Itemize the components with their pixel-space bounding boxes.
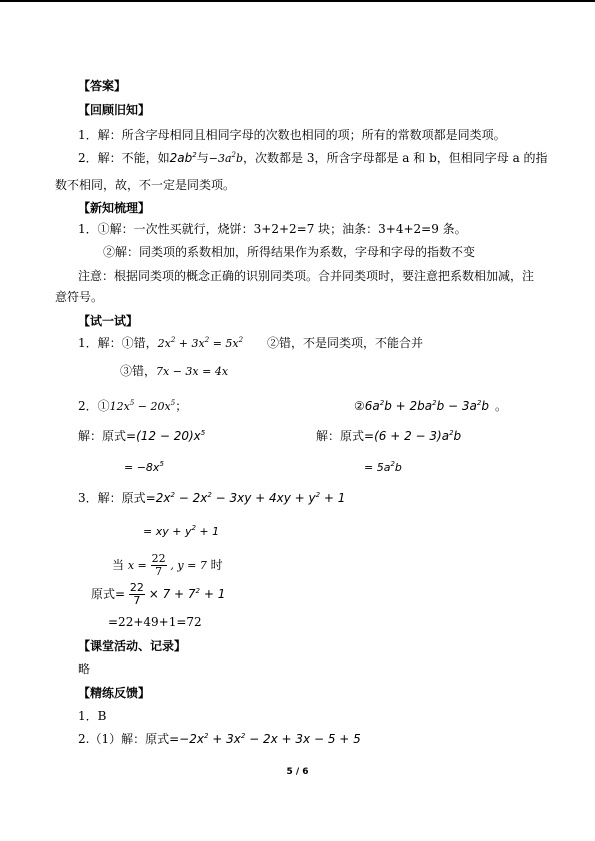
page-number: 5 / 6 xyxy=(286,767,309,777)
try-q2-b-result: = $5a^2b$ xyxy=(364,460,402,474)
review-heading: 【回顾旧知】 xyxy=(78,103,151,117)
new-knowledge-item-2: ②解：同类项的系数相加，所得结果作为系数，字母和字母的指数不变 xyxy=(103,245,476,259)
try-q2-b-solve: 解：原式$=(6 + 2 - 3)a^2b$ xyxy=(316,429,462,443)
new-knowledge-heading: 【新知梳理】 xyxy=(78,201,151,215)
try-q1-a: 1．解：①错，$2x^2 + 3x^2 = 5x^2$ xyxy=(78,336,244,350)
class-activity-content: 略 xyxy=(78,662,91,676)
try-q1-b: ②错，不是同类项，不能合并 xyxy=(267,336,424,350)
try-q3-line-1: 3．解：原式$=2x^2 - 2x^2 - 3xy + 4xy + y^2 + 1$ xyxy=(78,491,346,505)
try-q3-result: =22+49+1=72 xyxy=(108,615,202,629)
try-q2-a-solve: 解：原式$=(12 - 20)x^5$ xyxy=(78,429,206,443)
answer-heading: 【答案】 xyxy=(78,79,127,93)
page-top-rule xyxy=(0,0,595,2)
note-line-2: 意符号。 xyxy=(55,290,104,304)
try-heading: 【试一试】 xyxy=(78,314,139,328)
review-item-2-cont: 数不相同，故，不一定是同类项。 xyxy=(55,178,236,192)
try-q2-a-result: = $-8x^5$ xyxy=(124,460,164,474)
feedback-item-2: 2.（1）解：原式$=-2x^2 + 3x^2 - 2x + 3x - 5 + 5$ xyxy=(78,732,361,746)
try-q3-condition: 当 x = $\frac{22}{7}$ , y = 7 时 xyxy=(112,552,223,578)
try-q3-substitute: 原式= $\frac{22}{7}$ × $7 + 7^2 + 1$ xyxy=(91,581,226,607)
try-q3-line-2: = xy + $y^2 + 1$ xyxy=(143,524,220,538)
class-activity-heading: 【课堂活动、记录】 xyxy=(78,639,187,653)
feedback-item-1: 1．B xyxy=(78,709,107,723)
try-q2-b: $②6a^2b + 2ba^2b - 3a^2b$ 。 xyxy=(354,399,508,413)
review-item-1: 1．解：所含字母相同且相同字母的次数也相同的项；所有的常数项都是同类项。 xyxy=(78,128,506,142)
review-item-2: 2．解：不能，如$2ab^2$与$-3a^2b$，次数都是 3，所含字母都是 a 和 b，但相同字母 a 的指 xyxy=(78,151,548,165)
new-knowledge-item-1: 1．①解：一次性买就行，烧饼：3+2+2=7 块；油条：3+4+2=9 条。 xyxy=(78,222,467,236)
note-line-1: 注意：根据同类项的概念正确的识别同类项。合并同类项时，要注意把系数相加减，注 xyxy=(78,269,535,283)
feedback-heading: 【精练反馈】 xyxy=(78,686,151,700)
try-q1-c: ③错，7x − 3x = 4x xyxy=(120,364,229,378)
try-q2-a: 2．$①12x^5 - 20x^5$； xyxy=(78,399,188,413)
